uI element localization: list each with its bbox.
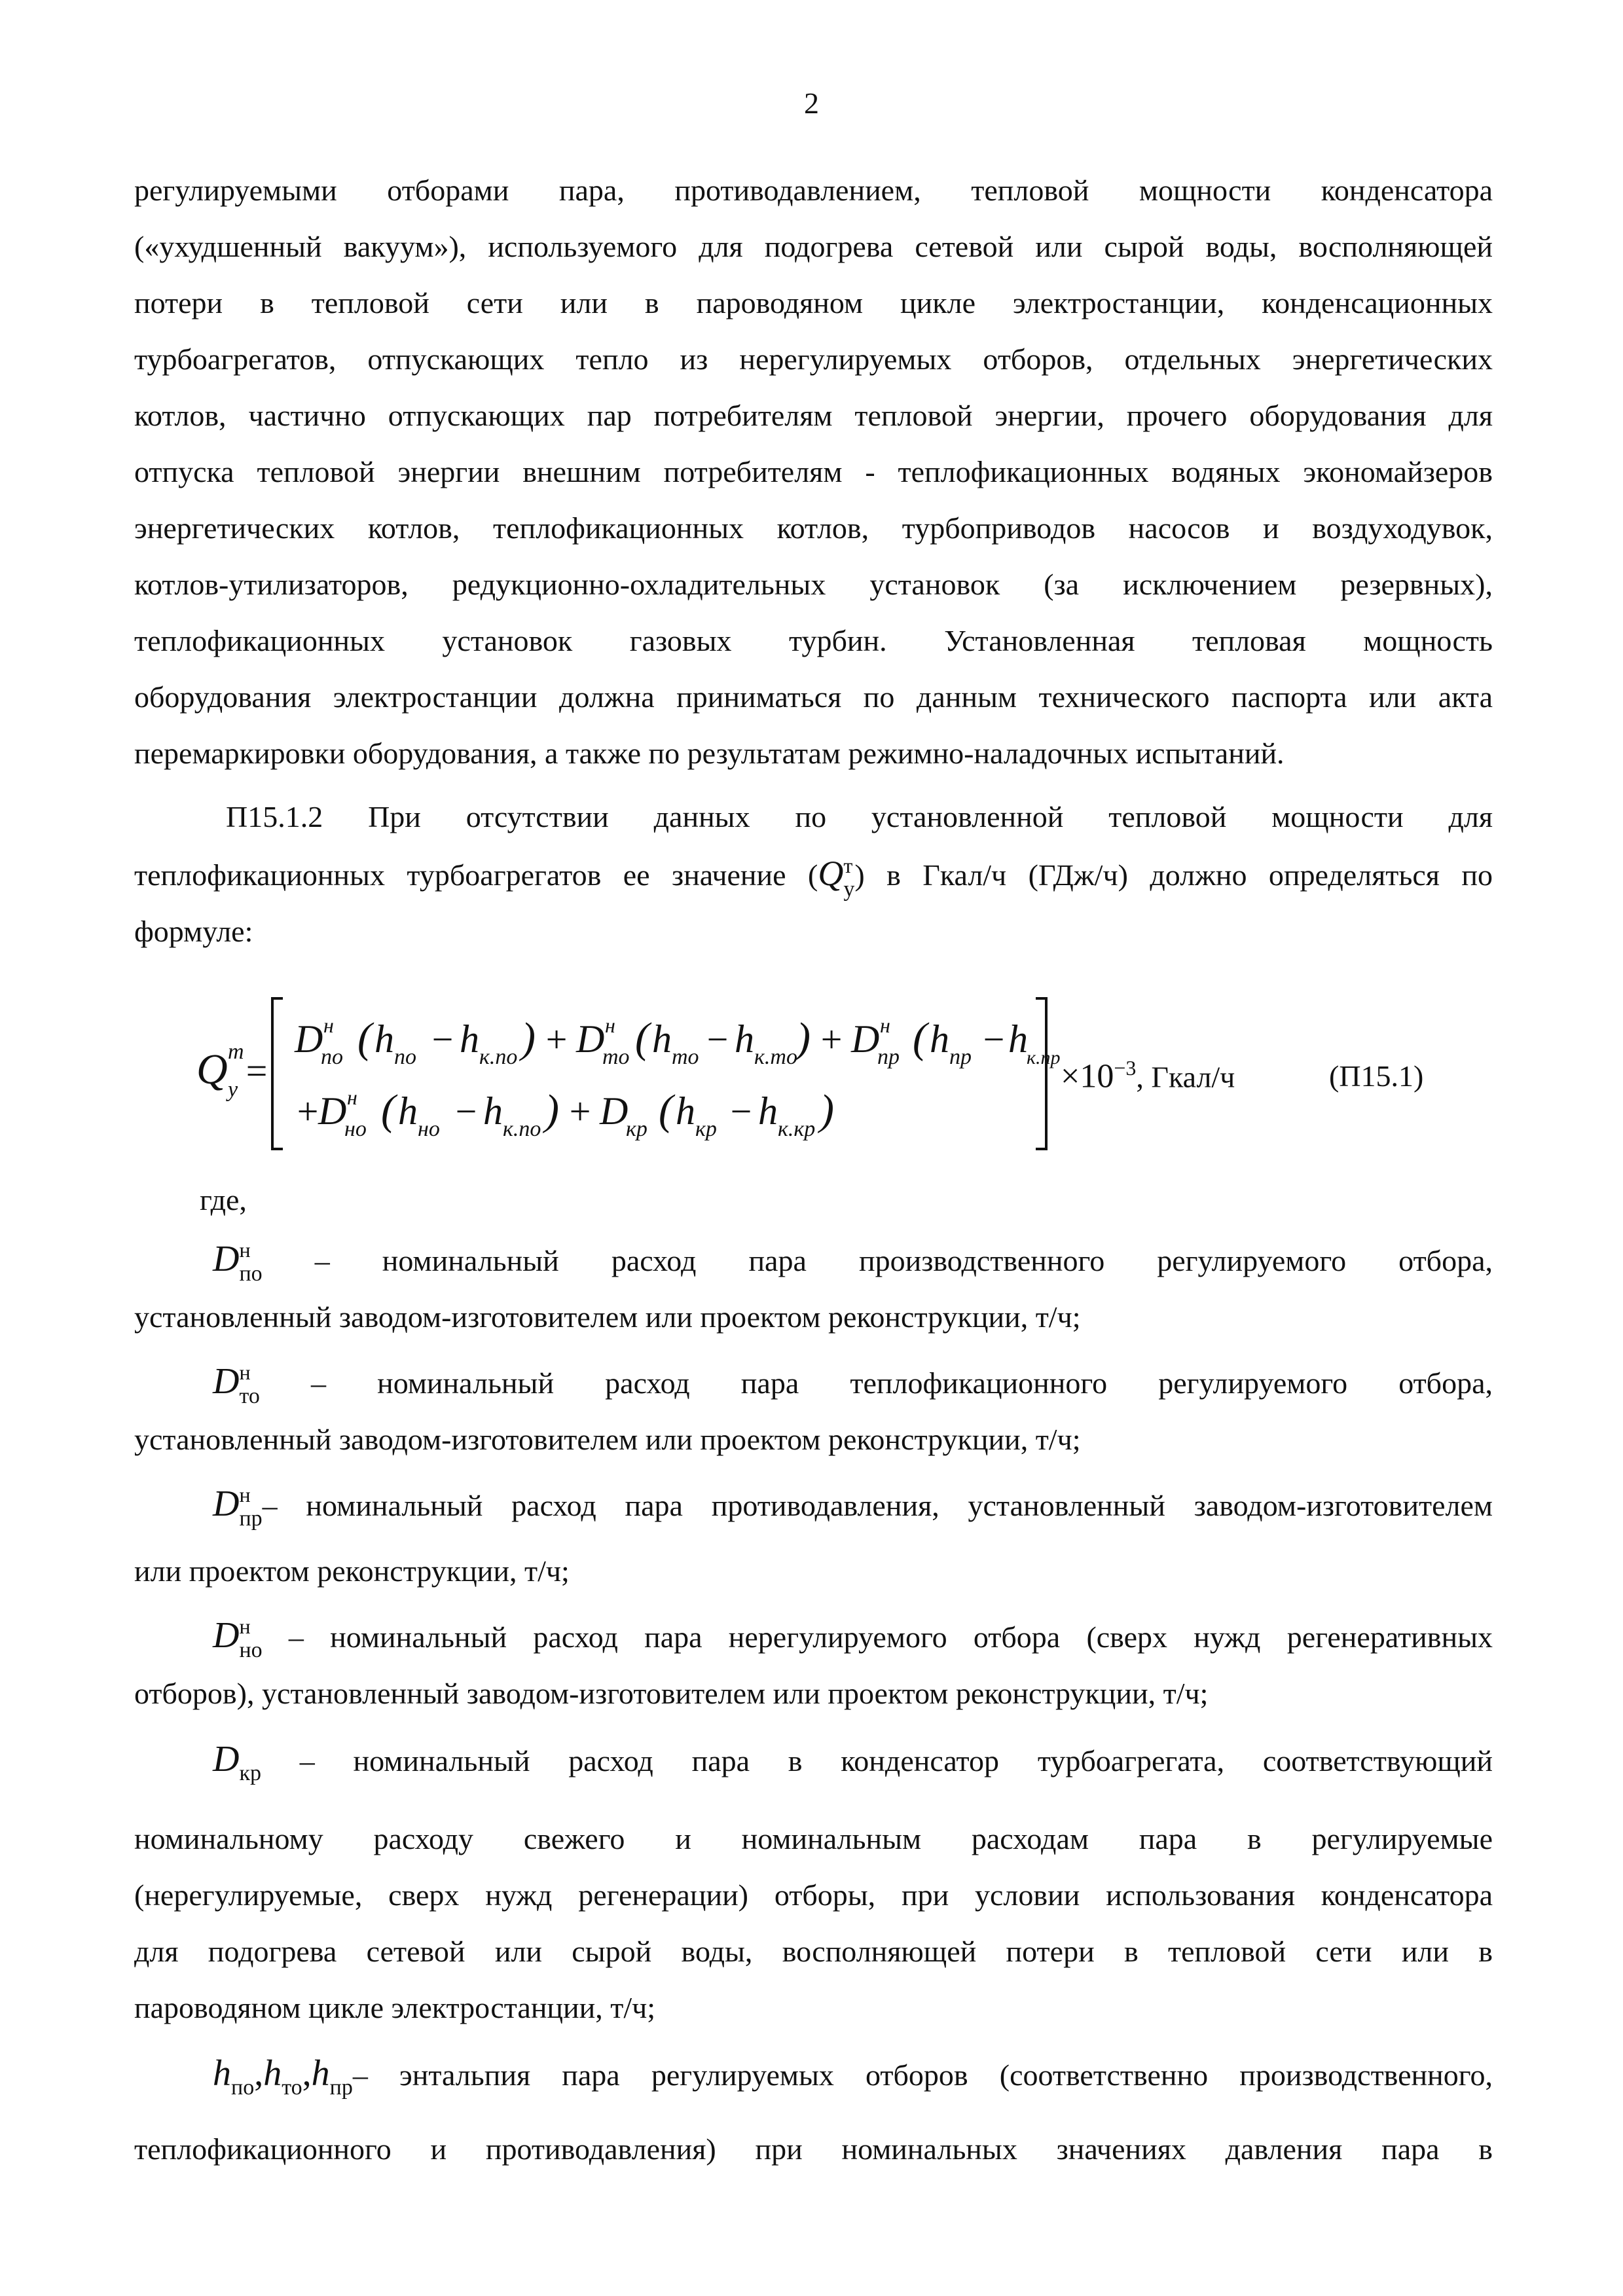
intro-line: регулируемыми отборами пара, противодавлением, тепловой мощности конденсатора: [134, 173, 1493, 207]
clause-line-2-after: ) в Гкал/ч (ГДж/ч) должно определяться по: [854, 858, 1493, 892]
svg-text:н: н: [605, 1013, 615, 1037]
page-number: 2: [804, 86, 819, 120]
symbol-d-po: D н по: [213, 1238, 263, 1286]
def-d-kr-line5: пароводяном цикле электростанции, т/ч;: [134, 1991, 656, 2024]
intro-line: котлов, частично отпускающих пар потребителям тепловой энергии, прочего оборудования для: [134, 399, 1493, 432]
formula-multiplier-text: ×10: [1061, 1057, 1114, 1095]
svg-text:h: h: [460, 1017, 479, 1061]
svg-text:(: (: [659, 1086, 673, 1134]
intro-paragraph: [134, 162, 1493, 782]
svg-text:по: по: [321, 1045, 343, 1069]
svg-text:+: +: [543, 1018, 570, 1061]
def-d-po-line2: установленный заводом-изготовителем или проектом реконструкции, т/ч;: [134, 1300, 1081, 1334]
svg-text:): ): [820, 1086, 834, 1134]
symbol-d-kr: $D_{кр}$: [213, 1739, 261, 1785]
svg-text:−: −: [453, 1090, 479, 1133]
formula-p15-1: [196, 985, 1473, 1156]
def-d-kr-line1: [134, 1731, 1493, 1802]
def-d-kr-line2: номинальному расходу свежего и номинальным расходам пара в регулируемые: [134, 1822, 1493, 1855]
def-d-to-line1: [134, 1353, 1493, 1412]
def-h-text: – энтальпия пара регулируемых отборов (соответственно производственного,: [352, 2058, 1493, 2092]
where-label: где,: [200, 1183, 247, 1216]
svg-text:у: у: [228, 1078, 238, 1102]
svg-text:D: D: [600, 1089, 629, 1133]
def-d-no-line1: [134, 1607, 1493, 1666]
svg-text:D: D: [295, 1017, 323, 1061]
svg-text:кр: кр: [626, 1117, 647, 1141]
formula-unit: , Гкал/ч: [1136, 1060, 1235, 1094]
intro-line: («ухудшенный вакуум»), используемого для подогрева сетевой или сырой воды, восполняющей: [134, 230, 1493, 263]
symbol-h-list: $h_{по},h_{то},h_{пр}$: [213, 2053, 353, 2100]
svg-text:к.пр: к.пр: [1027, 1047, 1061, 1068]
symbol-q-t-y: Q т у: [818, 854, 855, 902]
svg-text:): ): [545, 1086, 559, 1134]
intro-line: теплофикационных установок газовых турбин. Установленная тепловая мощность: [134, 624, 1493, 657]
svg-text:к.по: к.по: [503, 1117, 541, 1141]
formula-multiplier: [1061, 1056, 1235, 1095]
svg-text:но: но: [418, 1117, 440, 1141]
svg-text:(: (: [913, 1014, 927, 1062]
formula-label: (П15.1): [1329, 1059, 1424, 1093]
svg-text:пр: пр: [949, 1045, 972, 1069]
definitions: [134, 1231, 1493, 2178]
svg-text:к.кр: к.кр: [778, 1117, 816, 1141]
def-d-pr-text: – номинальный расход пара противодавления, установленный заводом-изготовителем: [262, 1489, 1493, 1522]
svg-text:h: h: [758, 1089, 778, 1133]
def-d-kr-text: – номинальный расход пара в конденсатор турбоагрегата, соответствующий: [299, 1744, 1493, 1777]
svg-text:): ): [521, 1014, 536, 1062]
intro-line: перемаркировки оборудования, а также по результатам режимно-наладочных испытаний.: [134, 737, 1285, 770]
def-d-pr-line1: [134, 1476, 1493, 1534]
intro-line: энергетических котлов, теплофикационных котлов, турбоприводов насосов и воздуходувок,: [134, 511, 1493, 545]
symbol-d-to: D н то: [213, 1360, 260, 1409]
def-d-po-line1: [134, 1231, 1493, 1289]
svg-text:пр: пр: [877, 1045, 900, 1069]
svg-text:к.то: к.то: [754, 1045, 797, 1069]
def-d-no-line2: отборов), установленный заводом-изготовителем или проектом реконструкции, т/ч;: [134, 1677, 1209, 1710]
svg-text:h: h: [676, 1089, 695, 1133]
def-d-pr-line2: или проектом реконструкции, т/ч;: [134, 1554, 570, 1588]
svg-text:h: h: [652, 1017, 672, 1061]
intro-line: оборудования электростанции должна приниматься по данным технического паспорта или акта: [134, 680, 1493, 714]
intro-line: потери в тепловой сети или в пароводяном цикле электростанции, конденсационных: [134, 286, 1493, 319]
svg-text:h: h: [1008, 1017, 1028, 1061]
intro-line: турбоагрегатов, отпускающих тепло из нерегулируемых отборов, отдельных энергетических: [134, 342, 1493, 376]
svg-text:h: h: [374, 1017, 394, 1061]
svg-text:+: +: [295, 1090, 321, 1133]
def-d-no-text: – номинальный расход пара нерегулируемого отбора (сверх нужд регенеративных: [288, 1620, 1493, 1654]
svg-text:+: +: [567, 1090, 593, 1133]
svg-text:т: т: [228, 1040, 244, 1064]
def-d-kr-line4: для подогрева сетевой или сырой воды, восполняющей потери в тепловой сети или в: [134, 1935, 1493, 1968]
intro-line: котлов-утилизаторов, редукционно-охладительных установок (за исключением резервных),: [134, 568, 1493, 601]
svg-text:н: н: [347, 1085, 357, 1109]
svg-text:=: =: [244, 1049, 270, 1092]
def-d-kr-line3: (нерегулируемые, сверх нужд регенерации) отборы, при условии использования конденсатора: [134, 1878, 1493, 1912]
svg-text:(: (: [381, 1086, 395, 1134]
svg-text:кр: кр: [695, 1117, 717, 1141]
svg-text:): ): [796, 1014, 811, 1062]
clause-line-1: П15.1.2 При отсутствии данных по установленной тепловой мощности для: [226, 800, 1493, 833]
svg-text:по: по: [394, 1045, 416, 1069]
svg-text:h: h: [398, 1089, 418, 1133]
svg-text:h: h: [930, 1017, 949, 1061]
def-d-to-text: – номинальный расход пара теплофикационного регулируемого отбора,: [310, 1366, 1493, 1400]
svg-text:−: −: [429, 1018, 456, 1061]
symbol-d-no: D н но: [213, 1614, 263, 1663]
svg-text:h: h: [735, 1017, 754, 1061]
svg-text:то: то: [672, 1045, 699, 1069]
svg-text:−: −: [981, 1018, 1007, 1061]
svg-text:D: D: [318, 1089, 347, 1133]
def-h-line2: теплофикационного и противодавления) при номинальных значениях давления пара в: [134, 2132, 1493, 2166]
svg-text:н: н: [323, 1013, 334, 1037]
svg-text:н: н: [880, 1013, 890, 1037]
svg-text:−: −: [704, 1018, 731, 1061]
symbol-d-pr: D н пр: [213, 1483, 263, 1531]
svg-text:h: h: [483, 1089, 503, 1133]
clause-line-3: формуле:: [134, 915, 253, 948]
formula-graphic: [196, 985, 1473, 1156]
svg-text:но: но: [344, 1117, 367, 1141]
clause-line-2-before: теплофикационных турбоагрегатов ее значение (: [134, 858, 818, 892]
def-d-po-text: – номинальный расход пара производственного регулируемого отбора,: [314, 1244, 1493, 1277]
svg-text:(: (: [357, 1014, 372, 1062]
svg-text:(: (: [635, 1014, 649, 1062]
svg-text:к.по: к.по: [479, 1045, 518, 1069]
def-d-to-line2: установленный заводом-изготовителем или проектом реконструкции, т/ч;: [134, 1423, 1081, 1456]
svg-text:D: D: [851, 1017, 880, 1061]
svg-text:то: то: [602, 1045, 630, 1069]
svg-text:D: D: [576, 1017, 605, 1061]
svg-text:−: −: [728, 1090, 754, 1133]
def-h-line1: [134, 2045, 1493, 2116]
formula-exponent: −3: [1114, 1056, 1137, 1080]
svg-text:+: +: [818, 1018, 845, 1061]
intro-line: отпуска тепловой энергии внешним потребителям - теплофикационных водяных экономайзеров: [134, 455, 1493, 488]
clause-paragraph: [134, 789, 1493, 960]
svg-text:Q: Q: [196, 1046, 228, 1093]
clause-line-2: [134, 845, 1493, 903]
